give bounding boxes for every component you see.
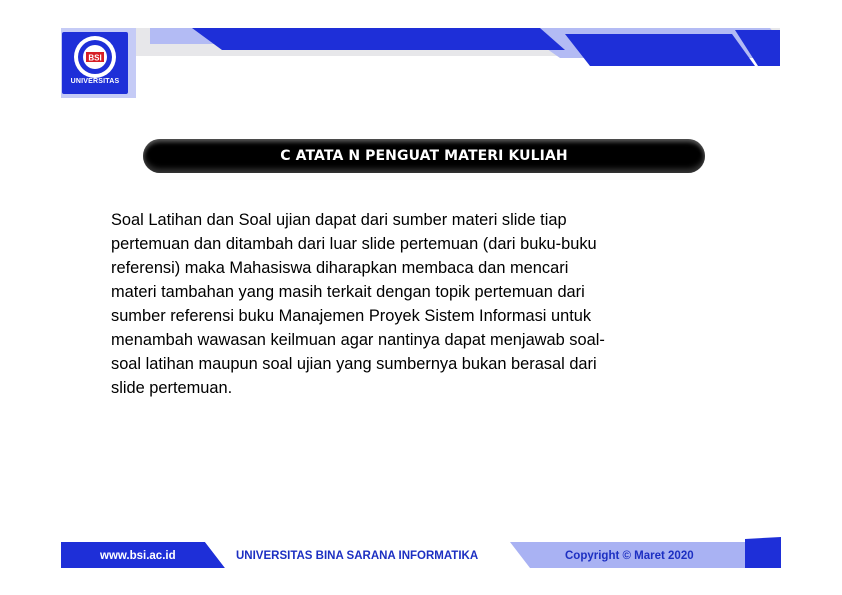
bsi-emblem-icon [73, 35, 117, 79]
header-blue-band [192, 28, 565, 50]
footer-university: UNIVERSITAS BINA SARANA INFORMATIKA [236, 550, 479, 562]
footer-copyright: Copyright © Maret 2020 [565, 550, 694, 562]
footer-url: www.bsi.ac.id [100, 550, 176, 562]
logo-monogram: BSI [88, 53, 102, 63]
slide-title: C ATATA N PENGUAT MATERI KULIAH [280, 148, 568, 164]
university-logo [62, 32, 128, 94]
body-paragraph: Soal Latihan dan Soal ujian dapat dari sumber materi slide tiap pertemuan dan ditambah dari luar slide pertemuan (dari buku-buku referensi) maka Mahasiswa diharapkan membaca dan mencari materi tambahan yang masih terkait dengan topik pertemuan dari sumber referensi buku Manajemen Proyek Sistem Informasi untuk menambah wawasan keilmuan agar nantinya dapat menjawab soal- soal latihan maupun soal ujian yang sumbernya bukan berasal dari slide pertemuan. [111, 211, 605, 397]
title-bar [143, 139, 705, 173]
footer-blue-right [745, 537, 781, 568]
header-blue-band-right [565, 34, 755, 66]
logo-caption: UNIVERSITAS [70, 78, 120, 85]
